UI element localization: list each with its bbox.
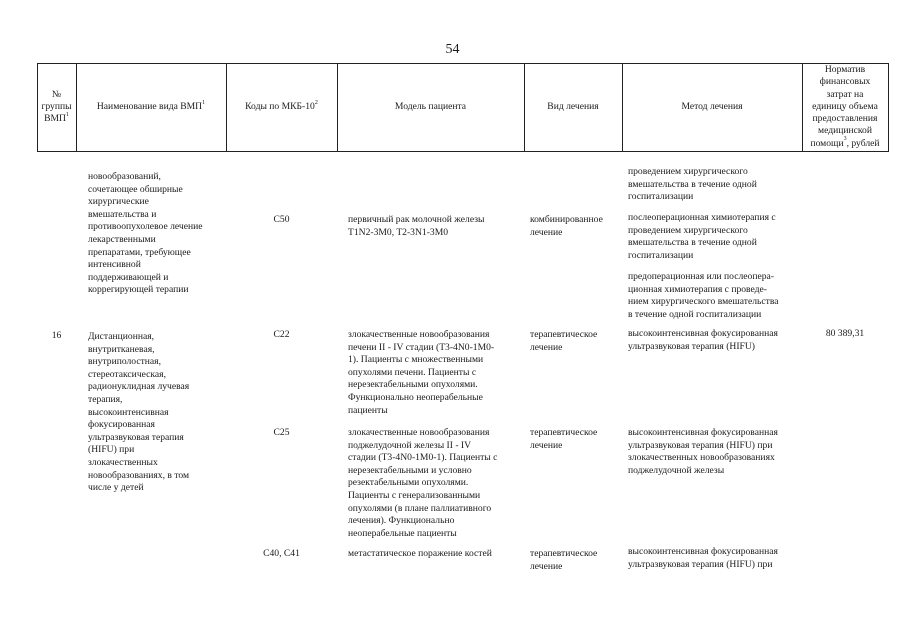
header-treatment-type-text: Вид лечения	[547, 100, 599, 112]
group-number: 16	[51, 330, 62, 341]
header-treatment-method	[622, 64, 802, 150]
patient-model-c40-c41: метастатическое поражение костей	[348, 548, 492, 559]
treatment-method-c25: высокоинтенсивная фокусированная ультразвуковая терапия (HIFU) при злокачественных новообразованиях поджелудочной железы	[628, 427, 778, 476]
vmp-name-continuation: новообразований, сочетающее обширные хирургические вмешательства и противоопухолевое лечение лекарственными препаратами, требующее интенсивной поддерживающей и коррегирующей терапии	[88, 171, 203, 296]
icd-code-c22: C22	[273, 329, 290, 340]
footnote-mark: 3	[843, 136, 847, 143]
treatment-type-c50: комбинированное лечение	[530, 214, 603, 238]
treatment-type-c25: терапевтическое лечение	[530, 427, 598, 451]
patient-model-c22: злокачественные новообразования печени II - IV стадии (T3-4N0-1M0- 1). Пациенты с множественными опухолями печени. Пациенты с нерезектабельными опухолями. Функционально неоперабельные пациенты	[348, 329, 495, 416]
header-patient-model-text: Модель пациента	[394, 100, 467, 112]
footnote-mark: 1	[65, 111, 69, 118]
column-divider	[888, 63, 889, 152]
header-treatment-type	[524, 64, 622, 150]
treatment-method-c50-1: проведением хирургического вмешательства в течение одной госпитализации	[628, 166, 757, 203]
treatment-method-c22: высокоинтенсивная фокусированная ультразвуковая терапия (HIFU)	[628, 328, 778, 352]
header-patient-model	[337, 64, 524, 150]
header-cost-norm-unit: , рублей	[846, 137, 880, 149]
page-number: 54	[445, 42, 460, 57]
header-vmp-name-text: Наименование вида ВМП	[96, 100, 203, 112]
icd-code-c50: C50	[273, 214, 290, 225]
header-icd-codes	[226, 64, 337, 150]
patient-model-c50: первичный рак молочной железы T1N2-3M0, T2-3N1-3M0	[348, 214, 485, 238]
header-group-number-text: № группы ВМП	[41, 88, 72, 125]
treatment-method-c50-2: послеоперационная химиотерапия с проведением хирургического вмешательства в течение одной госпитализации	[628, 212, 776, 261]
treatment-type-c22: терапевтическое лечение	[530, 329, 598, 353]
header-cost-norm-text: Норматив финансовых затрат на единицу объема предоставления медицинской помощи	[810, 64, 878, 149]
header-cost-norm	[802, 64, 888, 150]
header-treatment-method-text: Метод лечения	[681, 100, 743, 112]
footnote-mark: 1	[202, 99, 206, 106]
header-group-number	[37, 64, 76, 150]
treatment-method-c50-3: предоперационная или послеопера- ционная химиотерапия с проведе- нием хирургического вмешательства в течение одной госпитализации	[628, 271, 779, 320]
icd-code-c40-c41: C40, C41	[263, 548, 300, 559]
patient-model-c25: злокачественные новообразования поджелудочной железы II - IV стадии (T3-4N0-1M0-1). Пациенты с нерезектабельными и условно резектабельными опухолями. Пациенты с генерализованными опухолями (в плане паллиативного лечения). Функционально неоперабельные пациенты	[348, 427, 498, 539]
treatment-method-c40-c41: высокоинтенсивная фокусированная ультразвуковая терапия (HIFU) при	[628, 546, 778, 570]
cost-norm-group16: 80 389,31	[825, 328, 865, 339]
header-icd-codes-text: Коды по МКБ-10	[245, 100, 315, 112]
footnote-mark: 2	[314, 99, 318, 106]
vmp-name-group16: Дистанционная, внутритканевая, внутриполостная, стереотаксическая, радионуклидная лучевая терапия, высокоинтенсивная фокусированная ультразвуковая терапия (HIFU) при злокачественных новообразованиях, в том числе у детей	[88, 331, 190, 494]
treatment-type-c40-c41: терапевтическое лечение	[530, 548, 598, 572]
icd-code-c25: C25	[273, 427, 290, 438]
header-vmp-name	[76, 64, 226, 150]
table-header-bottom-border	[37, 151, 888, 152]
